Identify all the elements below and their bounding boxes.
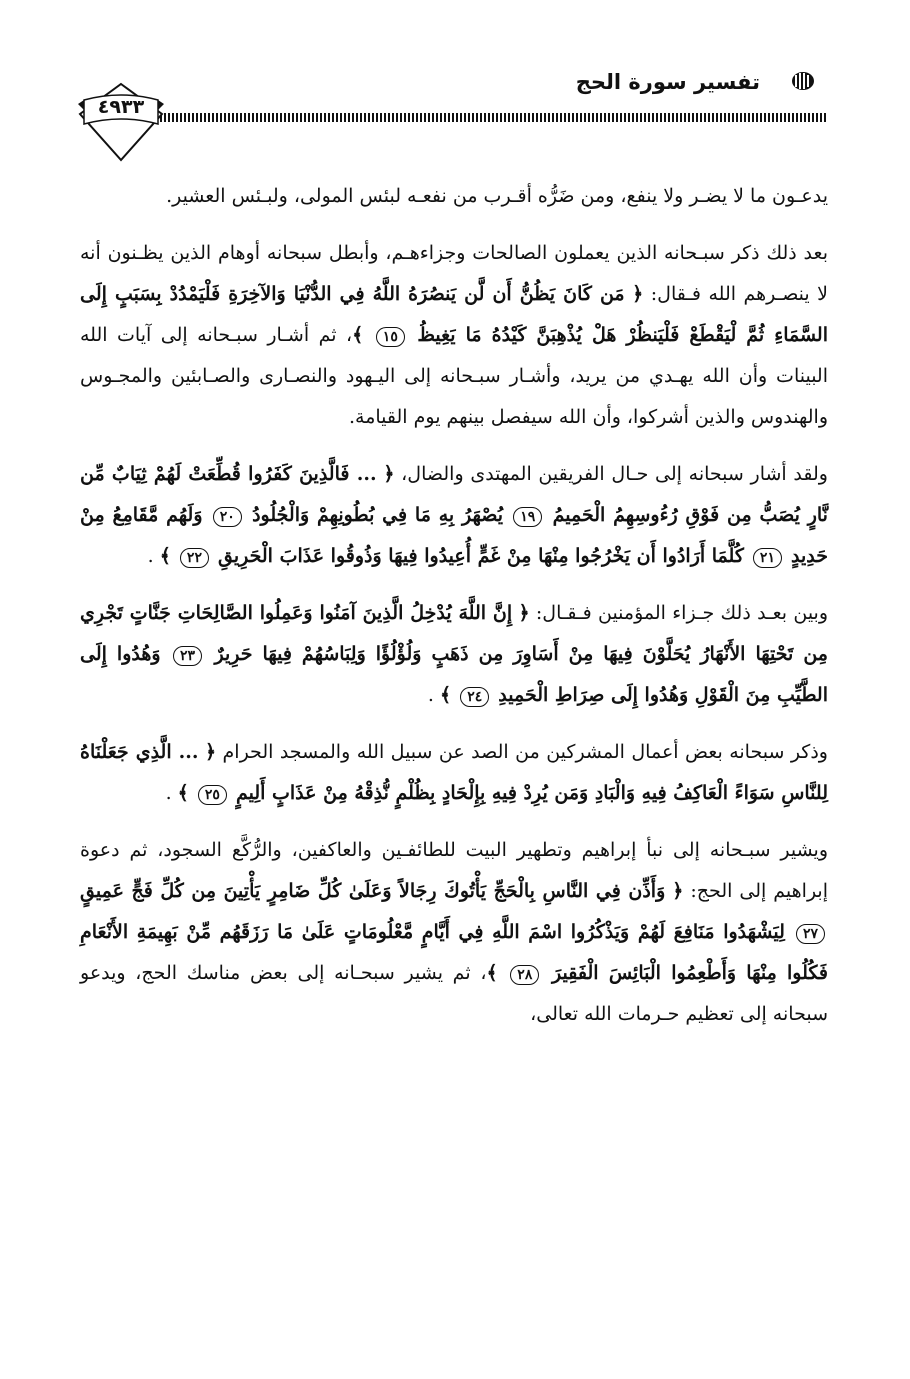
ornament-icon	[790, 70, 816, 92]
paragraph-3	[80, 454, 828, 577]
ornate-bracket-close: ﴾	[177, 782, 189, 804]
text: يدعـون ما لا يضـر ولا ينفع، ومن ضَرُّه أقـرب من نفعـه لبئس المولى، ولبـئس العشير.	[166, 185, 828, 207]
ornate-bracket-open: ﴿	[204, 741, 217, 763]
verse-number: ١٥	[376, 327, 405, 347]
text: .	[147, 545, 154, 567]
page-header	[0, 0, 910, 170]
text: ولقد أشار سبحانه إلى حـال الفريقين المهتدى والضال،	[401, 463, 828, 485]
ornate-bracket-open: ﴿	[383, 463, 395, 485]
paragraph-2	[80, 233, 828, 438]
running-title: تفسير سورة الحج	[575, 70, 760, 94]
verse-number: ٢٠	[213, 507, 242, 527]
ornate-bracket-open: ﴿	[672, 880, 684, 902]
quran-verse: إِنَّ اللَّهَ يُدْخِلُ الَّذِينَ آمَنُوا وَعَمِلُوا الصَّالِحَاتِ جَنَّاتٍ تَجْرِي مِن تَحْتِهَا الأَنْهَارُ يُحَلَّوْنَ فِيهَا مِنْ أَسَاوِرَ مِن ذَهَبٍ وَلُؤْلُؤًا وَلِبَاسُهُمْ فِيهَا حَرِيرٌ	[80, 602, 828, 665]
quran-verse: لِيَشْهَدُوا مَنَافِعَ لَهُمْ وَيَذْكُرُوا اسْمَ اللَّهِ فِي أَيَّامٍ مَّعْلُومَاتٍ عَلَىٰ مَا رَزَقَهُم مِّنْ بَهِيمَةِ الأَنْعَامِ فَكُلُوا مِنْهَا وَأَطْعِمُوا الْبَائِسَ الْفَقِيرَ	[80, 921, 828, 984]
body-text	[80, 176, 828, 1306]
quran-verse: يُصْهَرُ بِهِ مَا فِي بُطُونِهِمْ وَالْجُلُودُ	[252, 504, 504, 526]
text: وبين بعـد ذلك جـزاء المؤمنين فـقـال:	[535, 602, 829, 624]
verse-number: ٢٤	[460, 687, 489, 707]
verse-number: ٢٢	[180, 548, 209, 568]
ornate-bracket-close: ﴾	[352, 324, 364, 346]
text: ، ثم أشـار سبـحانه إلى آيات الله البينات وأن الله يهـدي من يريد، وأشـار سبـحانه إلى اليـهود والنصـارى والصـابئين والمجـوس والهندوس والذين أشركوا، وأن الله سيفصل بينهم يوم القيامة.	[80, 324, 828, 428]
page-number-badge	[76, 82, 166, 164]
verse-number: ١٩	[513, 507, 542, 527]
verse-number: ٢٧	[796, 924, 825, 944]
ornate-bracket-close: ﴾	[486, 962, 498, 984]
quran-verse: ... فَالَّذِينَ كَفَرُوا قُطِّعَتْ لَهُمْ ثِيَابٌ مِّن نَّارٍ يُصَبُّ مِن فَوْقِ رُءُوسِهِمُ الْحَمِيمُ	[80, 463, 828, 526]
quran-verse: ... الَّذِي جَعَلْنَاهُ لِلنَّاسِ سَوَاءً الْعَاكِفُ فِيهِ وَالْبَادِ وَمَن يُرِدْ فِيهِ بِإِلْحَادٍ بِظُلْمٍ نُّذِقْهُ مِنْ عَذَابٍ أَلِيمٍ	[80, 741, 828, 804]
text: .	[427, 684, 434, 706]
text: بعد ذلك ذكر سبـحانه الذين يعملون الصالحات وجزاءهـم، وأبطل سبحانه أوهام الذين يظـنون أنه لا ينصـرهم الله فـقال:	[80, 242, 829, 305]
ornate-bracket-close: ﴾	[159, 545, 171, 567]
quran-verse: وَأَذِّن فِي النَّاسِ بِالْحَجِّ يَأْتُوكَ رِجَالاً وَعَلَىٰ كُلِّ ضَامِرٍ يَأْتِينَ مِن كُلِّ فَجٍّ عَمِيقٍ	[80, 880, 666, 902]
quran-verse: كُلَّمَا أَرَادُوا أَن يَخْرُجُوا مِنْهَا مِنْ غَمٍّ أُعِيدُوا فِيهَا وَذُوقُوا عَذَابَ الْحَرِيقِ	[218, 545, 744, 567]
verse-number: ٢٥	[198, 785, 227, 805]
paragraph-1	[80, 176, 828, 217]
quran-verse: مَن كَانَ يَظُنُّ أَن لَّن يَنصُرَهُ اللَّهُ فِي الدُّنْيَا وَالآخِرَةِ فَلْيَمْدُدْ بِسَبَبٍ إِلَى السَّمَاءِ ثُمَّ لْيَقْطَعْ فَلْيَنظُرْ هَلْ يُذْهِبَنَّ كَيْدُهُ مَا يَغِيظُ	[80, 283, 829, 346]
text: وذكر سبحانه بعض أعمال المشركين من الصد عن سبيل الله والمسجد الحرام	[222, 741, 828, 763]
text: ويشير سبـحانه إلى نبأ إبراهيم وتطهير البيت للطائفـين والعاكفين، والرُّكَّع السجود، ثم دعوة إبراهيم إلى الحج:	[80, 839, 829, 902]
page-number: ٤٩٣٣	[97, 96, 145, 118]
header-rule	[160, 113, 828, 122]
paragraph-5	[80, 732, 828, 814]
quran-verse: وَلَهُم مَّقَامِعُ مِنْ حَدِيدٍ	[80, 504, 828, 567]
ornate-bracket-open: ﴿	[632, 283, 644, 305]
paragraph-6	[80, 830, 828, 1035]
verse-number: ٢٨	[510, 965, 539, 985]
quran-verse: وَهُدُوا إِلَى الطَّيِّبِ مِنَ الْقَوْلِ وَهُدُوا إِلَى صِرَاطِ الْحَمِيدِ	[80, 643, 828, 706]
paragraph-4	[80, 593, 828, 716]
ornate-bracket-open: ﴿	[518, 602, 530, 624]
text: .	[165, 782, 172, 804]
verse-number: ٢١	[753, 548, 782, 568]
verse-number: ٢٣	[173, 646, 202, 666]
text: ، ثم يشير سبحـانه إلى بعض مناسك الحج، ويدعو سبحانه إلى تعظيم حـرمات الله تعالى،	[80, 962, 828, 1025]
ornate-bracket-close: ﴾	[440, 684, 452, 706]
